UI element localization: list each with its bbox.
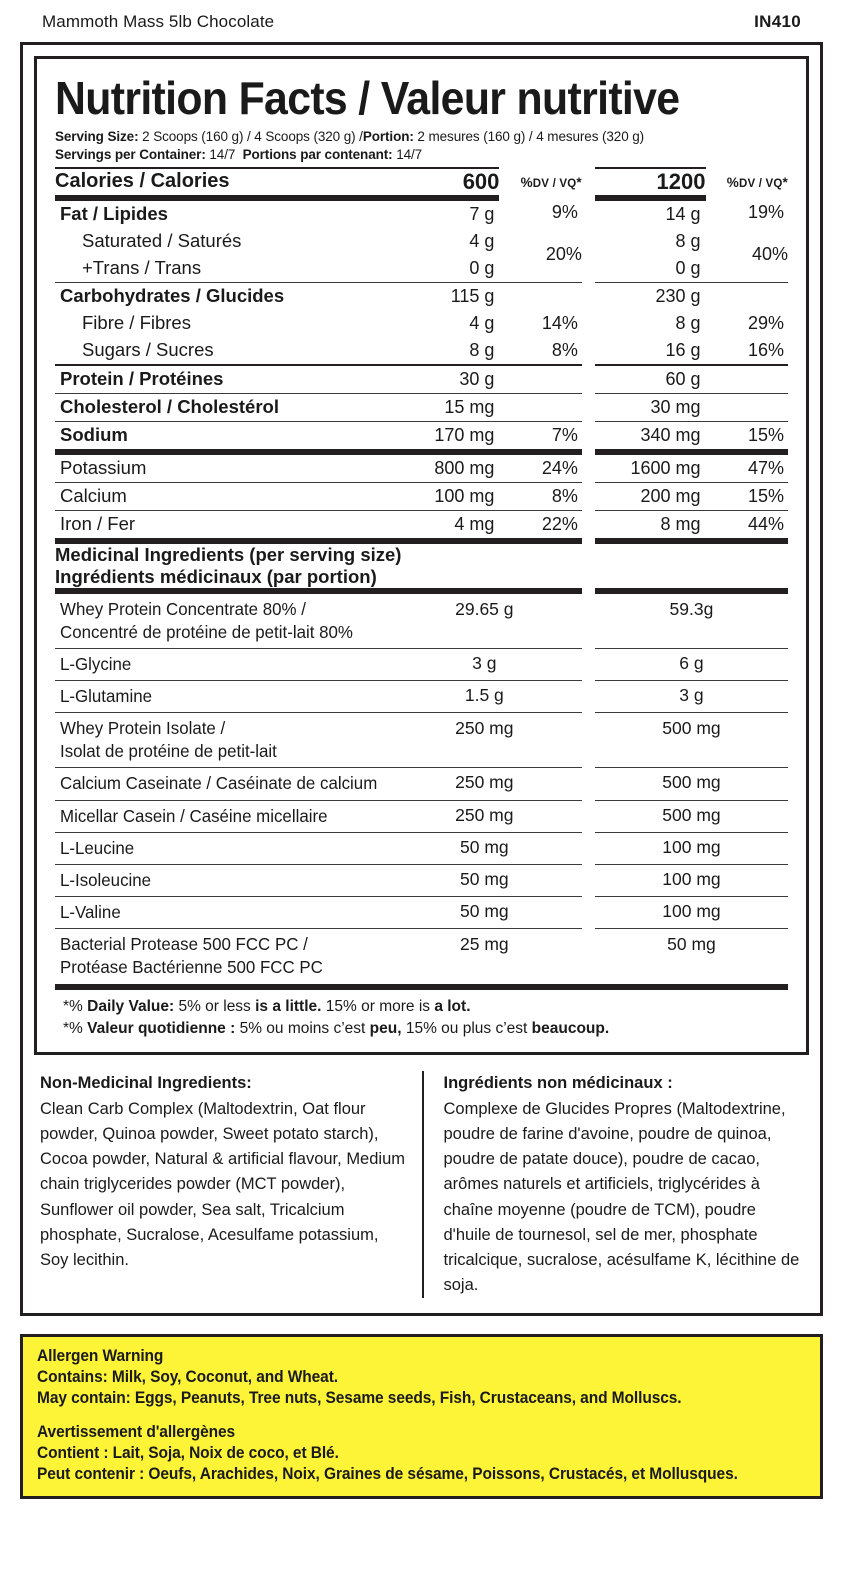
medicinal-ingredient-name: Calcium Caseinate / Caséinate de calcium bbox=[55, 768, 387, 800]
nutrient-value-1: 800 mg bbox=[387, 452, 500, 483]
medicinal-amount-2: 59.3g bbox=[669, 598, 714, 619]
calories-label: Calories / Calories bbox=[55, 168, 387, 198]
medicinal-heading-en: Medicinal Ingredients (per serving size) bbox=[55, 543, 402, 565]
footnote-en-a: *% bbox=[63, 998, 88, 1016]
medicinal-ingredient-row bbox=[55, 681, 788, 713]
nutrient-value-2: 30 mg bbox=[595, 393, 706, 421]
nutrient-label: Cholesterol / Cholestérol bbox=[55, 393, 387, 421]
medicinal-ingredient-row bbox=[55, 928, 788, 983]
medicinal-amount-2: 3 g bbox=[595, 681, 788, 713]
servings-value: 14/7 bbox=[205, 146, 236, 162]
footnote-fr-d: peu, bbox=[369, 1020, 402, 1038]
medicinal-amount-2: 500 mg bbox=[595, 800, 788, 832]
label-outer-frame bbox=[20, 42, 823, 1316]
medicinal-ingredient-row bbox=[55, 864, 788, 896]
footnote-fr-c: 5% ou moins c’est bbox=[235, 1020, 370, 1038]
nutrient-value-2: 8 g bbox=[675, 312, 701, 333]
allergen-may-contain-en: May contain: Eggs, Peanuts, Tree nuts, Sesame seeds, Fish, Crustaceans, and Molluscs. bbox=[37, 1388, 682, 1407]
nutrient-percent-2: 44% bbox=[706, 510, 789, 541]
medicinal-amount-2: 50 mg bbox=[595, 928, 788, 983]
nutrient-row bbox=[55, 198, 788, 228]
nutrient-percent-2: 47% bbox=[706, 452, 789, 483]
portions-label: Portions par contenant: bbox=[242, 146, 393, 162]
footnote-en-d: is a little. bbox=[255, 998, 322, 1016]
medicinal-amount-1: 50 mg bbox=[387, 864, 582, 896]
nutrient-value-1: 4 g bbox=[469, 312, 495, 333]
non-medicinal-ingredients bbox=[34, 1069, 809, 1302]
nutrient-percent-1: 22% bbox=[499, 510, 581, 541]
nutrient-row bbox=[55, 452, 788, 483]
servings-label: Servings per Container: bbox=[55, 146, 206, 162]
nutrition-facts-panel bbox=[34, 56, 809, 1055]
portions-value: 14/7 bbox=[392, 146, 423, 162]
medicinal-amount-1: 50 mg bbox=[387, 832, 582, 864]
medicinal-ingredient-name: L-Valine bbox=[55, 896, 387, 928]
medicinal-ingredient-name: L-Glutamine bbox=[55, 681, 387, 713]
nutrient-value-2: 8 g bbox=[675, 230, 701, 251]
nutrient-label: Protein / Protéines bbox=[55, 365, 387, 394]
daily-value-footnote bbox=[55, 990, 788, 1042]
medicinal-ingredient-row bbox=[55, 591, 788, 649]
serving-size-label: Serving Size: bbox=[55, 129, 139, 144]
nutrient-percent-2: 19% bbox=[747, 202, 784, 223]
medicinal-ingredient-row bbox=[55, 896, 788, 928]
nutrient-label: +Trans / Trans bbox=[82, 257, 202, 279]
medicinal-heading-fr: Ingrédients médicinaux (par portion) bbox=[55, 566, 582, 591]
medicinal-ingredient-row bbox=[55, 768, 788, 800]
medicinal-amount-1: 25 mg bbox=[387, 928, 582, 983]
nutrient-row bbox=[55, 255, 788, 283]
nutrient-label: Potassium bbox=[55, 452, 387, 483]
medicinal-amount-1: 250 mg bbox=[387, 768, 582, 800]
medicinal-bottom-rule bbox=[55, 983, 788, 987]
nutrient-value-2: 14 g bbox=[665, 203, 701, 224]
nutrient-label: Saturated / Saturés bbox=[82, 230, 242, 252]
medicinal-heading-row-en bbox=[55, 541, 788, 566]
medicinal-amount-1: 3 g bbox=[387, 649, 582, 681]
footnote-en-c: 5% or less bbox=[174, 998, 256, 1016]
nutrient-value-1: 4 g bbox=[469, 230, 495, 251]
nutrient-percent-2: 40% bbox=[751, 244, 788, 265]
nutrient-value-2: 200 mg bbox=[595, 482, 706, 510]
nutrient-value-1: 8 g bbox=[469, 339, 495, 360]
medicinal-ingredient-name: Whey Protein Concentrate 80% / Concentré de protéine de petit-lait 80% bbox=[60, 598, 353, 642]
medicinal-amount-1: 29.65 g bbox=[455, 598, 514, 619]
nutrient-value-2: 0 g bbox=[675, 257, 701, 278]
label-top-header bbox=[20, 0, 823, 38]
dv-header-2: %DV / VQ* bbox=[726, 175, 788, 191]
non-medicinal-heading-fr: Ingrédients non médicinaux : bbox=[443, 1074, 673, 1093]
medicinal-amount-2: 500 mg bbox=[595, 768, 788, 800]
nutrient-row bbox=[55, 228, 788, 255]
nutrient-label: Calcium bbox=[55, 482, 387, 510]
medicinal-ingredient-name: Micellar Casein / Caséine micellaire bbox=[55, 800, 387, 832]
non-medicinal-body-fr: Complexe de Glucides Propres (Maltodextrine, poudre de farine d'avoine, poudre de quinoa, poudre de patate douce), poudre de cacao, arômes naturels et artificiels, triglycérides à chaîne moyenne (poudre de TCM), poudre d'huile de tournesol, sel de mer, phosphate tricalcique, sucralose, acésulfame K, lécithine de soja. bbox=[443, 1100, 800, 1294]
medicinal-ingredient-row bbox=[55, 649, 788, 681]
medicinal-ingredient-name: Bacterial Protease 500 FCC PC / Protéase Bactérienne 500 FCC PC bbox=[55, 928, 387, 983]
medicinal-amount-1: 250 mg bbox=[387, 800, 582, 832]
medicinal-ingredient-row bbox=[55, 832, 788, 864]
calories-value-1: 600 bbox=[387, 168, 500, 198]
nutrient-percent-1: 9% bbox=[551, 202, 578, 223]
medicinal-amount-2: 6 g bbox=[595, 649, 788, 681]
nutrient-percent-1: 7% bbox=[499, 421, 581, 452]
nutrient-row bbox=[55, 282, 788, 310]
medicinal-ingredient-row bbox=[55, 713, 788, 768]
allergen-title-fr: Avertissement d'allergènes bbox=[37, 1422, 236, 1441]
allergen-french bbox=[37, 1422, 808, 1485]
non-medicinal-body-en: Clean Carb Complex (Maltodextrin, Oat flour powder, Quinoa powder, Sweet potato starch), Cocoa powder, Natural & artificial flavour, Medium chain triglycerides powder (MCT powder), Sunflower oil powder, Sea salt, Tricalcium phosphate, Sucralose, Acesulfame potassium, Soy lecithin. bbox=[40, 1100, 405, 1269]
nutrient-percent-2: 15% bbox=[706, 482, 789, 510]
medicinal-amount-2: 100 mg bbox=[595, 864, 788, 896]
servings-per-container-line bbox=[55, 146, 788, 164]
nutrient-percent-1 bbox=[499, 365, 581, 394]
footnote-fr bbox=[63, 1018, 788, 1040]
nutrient-value-1: 15 mg bbox=[387, 393, 500, 421]
nutrient-row bbox=[55, 510, 788, 541]
calories-value-2: 1200 bbox=[595, 168, 706, 198]
footnote-fr-a: *% bbox=[63, 1020, 88, 1038]
serving-size-line bbox=[55, 128, 788, 146]
medicinal-ingredient-name: L-Leucine bbox=[55, 832, 387, 864]
medicinal-ingredient-name: L-Isoleucine bbox=[55, 864, 387, 896]
nutrient-label: Sodium bbox=[55, 421, 387, 452]
nutrient-percent-1: 24% bbox=[499, 452, 581, 483]
nutrient-row bbox=[55, 393, 788, 421]
footnote-en bbox=[63, 996, 788, 1018]
calories-row bbox=[55, 168, 788, 198]
footnote-en-f: a lot. bbox=[434, 998, 471, 1016]
nutrient-value-2: 8 mg bbox=[595, 510, 706, 541]
medicinal-amount-2: 100 mg bbox=[595, 832, 788, 864]
nutrient-percent-2: 16% bbox=[747, 339, 784, 360]
nutrient-percent-1 bbox=[499, 393, 581, 421]
medicinal-ingredient-row bbox=[55, 800, 788, 832]
nutrient-percent-2 bbox=[706, 282, 789, 310]
nutrient-row bbox=[55, 337, 788, 365]
non-medicinal-english bbox=[40, 1071, 422, 1298]
medicinal-amount-2: 500 mg bbox=[595, 713, 788, 768]
medicinal-heading-row-fr bbox=[55, 566, 788, 591]
allergen-may-contain-fr: Peut contenir : Oeufs, Arachides, Noix, Graines de sésame, Poissons, Crustacés, et Mollusques. bbox=[37, 1464, 738, 1483]
nutrient-row bbox=[55, 482, 788, 510]
nutrient-percent-2 bbox=[706, 393, 789, 421]
nutrient-value-1: 30 g bbox=[387, 365, 500, 394]
nutrient-percent-1: 8% bbox=[499, 482, 581, 510]
allergen-warning-box bbox=[20, 1334, 823, 1499]
serving-size-value: 2 Scoops (160 g) / 4 Scoops (320 g) / bbox=[138, 129, 363, 144]
medicinal-amount-1: 1.5 g bbox=[387, 681, 582, 713]
nutrient-percent-1: 20% bbox=[545, 244, 582, 265]
nutrient-value-1: 170 mg bbox=[387, 421, 500, 452]
nutrient-label: Fibre / Fibres bbox=[82, 312, 191, 334]
serving-info bbox=[55, 128, 788, 164]
nutrient-value-1: 7 g bbox=[469, 203, 495, 224]
nutrient-percent-2: 15% bbox=[706, 421, 789, 452]
medicinal-ingredient-name: Whey Protein Isolate / Isolat de protéine de petit-lait bbox=[55, 713, 387, 768]
portion-label: Portion: bbox=[362, 129, 414, 144]
footnote-fr-b: Valeur quotidienne : bbox=[87, 1020, 236, 1038]
non-medicinal-french bbox=[422, 1071, 804, 1298]
nutrient-percent-2 bbox=[706, 365, 789, 394]
nutrient-label: Iron / Fer bbox=[55, 510, 387, 541]
nutrient-value-1: 4 mg bbox=[387, 510, 500, 541]
nutrient-value-2: 16 g bbox=[665, 339, 701, 360]
nutrient-value-1: 115 g bbox=[387, 282, 500, 310]
footnote-en-e: 15% or more is bbox=[321, 998, 435, 1016]
nutrient-percent-1 bbox=[499, 282, 581, 310]
nutrient-value-1: 100 mg bbox=[387, 482, 500, 510]
portion-value: 2 mesures (160 g) / 4 mesures (320 g) bbox=[413, 129, 645, 144]
medicinal-ingredient-name: L-Glycine bbox=[55, 649, 387, 681]
nutrition-table bbox=[55, 167, 788, 990]
footnote-fr-e: 15% ou plus c’est bbox=[401, 1020, 532, 1038]
allergen-contains-en: Contains: Milk, Soy, Coconut, and Wheat. bbox=[37, 1367, 338, 1386]
product-name: Mammoth Mass 5lb Chocolate bbox=[42, 12, 275, 31]
medicinal-amount-1: 250 mg bbox=[387, 713, 582, 768]
page-title: Nutrition Facts / Valeur nutritive bbox=[55, 72, 680, 124]
nutrient-row bbox=[55, 310, 788, 337]
nutrient-percent-1: 14% bbox=[541, 312, 578, 333]
allergen-contains-fr: Contient : Lait, Soja, Noix de coco, et Blé. bbox=[37, 1443, 339, 1462]
footnote-en-b: Daily Value: bbox=[87, 998, 175, 1016]
nutrient-value-2: 340 mg bbox=[595, 421, 706, 452]
allergen-title-en: Allergen Warning bbox=[37, 1346, 164, 1365]
nutrient-value-2: 60 g bbox=[595, 365, 706, 394]
nutrient-row bbox=[55, 365, 788, 394]
allergen-english bbox=[37, 1346, 808, 1409]
medicinal-amount-2: 100 mg bbox=[595, 896, 788, 928]
product-sku: IN410 bbox=[754, 12, 801, 31]
nutrient-percent-2: 29% bbox=[747, 312, 784, 333]
nutrient-label: Fat / Lipides bbox=[60, 203, 168, 225]
nutrient-value-2: 230 g bbox=[595, 282, 706, 310]
nutrient-label: Carbohydrates / Glucides bbox=[55, 282, 387, 310]
dv-header-1: %DV / VQ* bbox=[520, 175, 582, 191]
footnote-fr-f: beaucoup. bbox=[531, 1020, 610, 1038]
nutrient-value-2: 1600 mg bbox=[595, 452, 706, 483]
nutrient-label: Sugars / Sucres bbox=[82, 339, 214, 361]
nutrient-value-1: 0 g bbox=[469, 257, 495, 278]
non-medicinal-heading-en: Non-Medicinal Ingredients: bbox=[40, 1074, 252, 1093]
nutrient-percent-1: 8% bbox=[551, 339, 578, 360]
medicinal-amount-1: 50 mg bbox=[387, 896, 582, 928]
nutrient-row bbox=[55, 421, 788, 452]
